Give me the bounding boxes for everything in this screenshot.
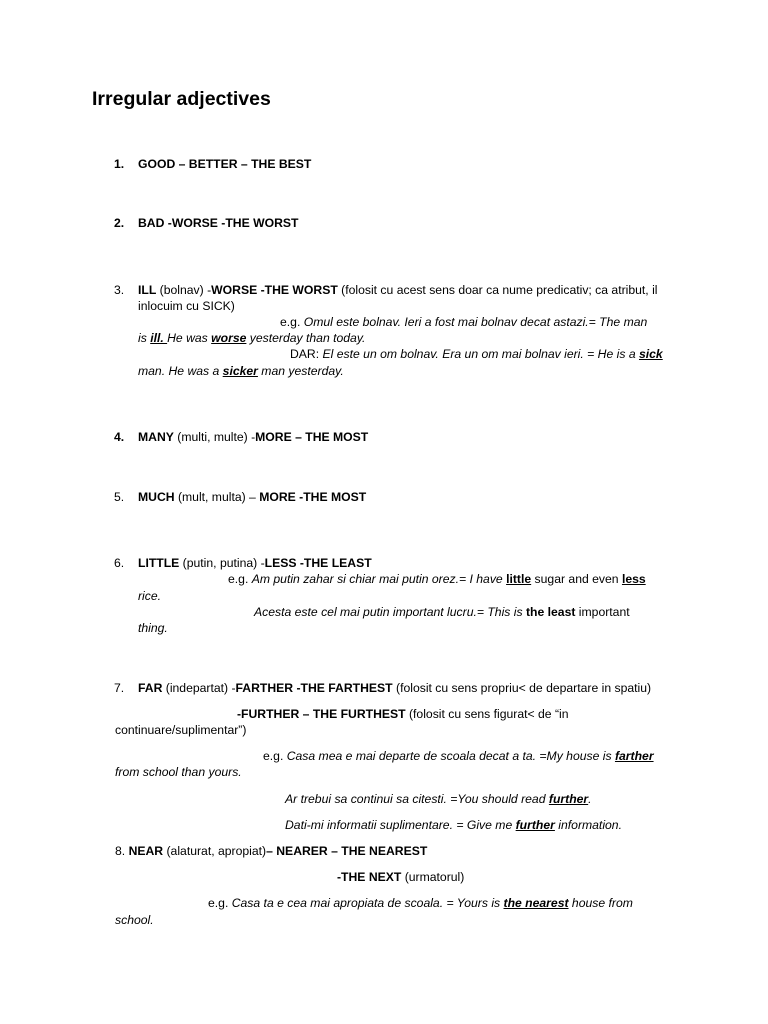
example-text: Am putin zahar si chiar mai putin orez.= I have	[251, 572, 507, 586]
example-highlight: the least	[525, 605, 576, 619]
example-line	[115, 912, 154, 928]
example-text: school.	[115, 913, 154, 927]
example-highlight: sick	[638, 347, 663, 361]
example-label: e.g.	[228, 572, 252, 586]
item-note-line	[115, 722, 246, 738]
item-forms: -THE NEXT	[337, 870, 402, 884]
item-number: 5.	[114, 490, 125, 504]
example-text: is	[138, 331, 151, 345]
example-line	[285, 817, 622, 833]
item-forms: WORSE -THE WORST	[211, 283, 338, 297]
item-forms: – NEARER – THE NEAREST	[266, 844, 428, 858]
example-line	[115, 764, 242, 780]
item-forms: GOOD – BETTER – THE BEST	[138, 157, 312, 171]
example-highlight: the nearest	[503, 896, 569, 910]
example-text: Dati-mi informatii suplimentare. = Give me	[285, 818, 516, 832]
item-translation: (mult, multa) –	[174, 490, 260, 504]
example-text: information.	[554, 818, 622, 832]
list-item-good	[114, 156, 678, 172]
example-highlight: sicker	[222, 364, 258, 378]
example-label: e.g.	[208, 896, 232, 910]
item-translation: (putin, putina) -	[179, 556, 265, 570]
item-number: 7.	[114, 681, 125, 695]
item-note: (folosit cu sens propriu< de departare in spatiu)	[392, 681, 652, 695]
example-text: Ar trebui sa continui sa citesti. =You should read	[285, 792, 549, 806]
example-text: man yesterday.	[257, 364, 344, 378]
item-forms: MORE -THE MOST	[259, 490, 367, 504]
example-text: Acesta este cel mai putin important lucru.= This is	[254, 605, 526, 619]
item-forms: LESS -THE LEAST	[264, 556, 372, 570]
example-text: Casa ta e cea mai apropiata de scoala. = Yours is	[231, 896, 504, 910]
item-word: LITTLE	[138, 556, 180, 570]
list-item-far	[114, 680, 698, 696]
item-number: 4.	[114, 430, 125, 444]
example-line	[138, 330, 365, 346]
item-definition	[138, 282, 678, 314]
example-text: sugar and even	[531, 572, 622, 586]
list-item-near	[115, 843, 427, 859]
example-line	[138, 620, 168, 636]
item-word: NEAR	[128, 844, 164, 858]
example-text: man. He was a	[138, 364, 223, 378]
example-text: from school than yours.	[115, 765, 242, 779]
item-word: MUCH	[138, 490, 175, 504]
example-label: e.g.	[280, 315, 304, 329]
item-translation: (alaturat, apropiat)	[163, 844, 267, 858]
item-forms: FARTHER -THE FARTHEST	[235, 681, 393, 695]
item-translation: (bolnav) -	[156, 283, 212, 297]
item-forms: -FURTHER – THE FURTHEST	[237, 707, 406, 721]
item-note: (folosit cu sens figurat< de “in	[405, 707, 569, 721]
item-forms-line	[237, 706, 569, 722]
example-highlight: worse	[211, 331, 247, 345]
list-item-little	[114, 555, 678, 571]
example-line	[138, 363, 344, 379]
item-translation: (multi, multe) -	[173, 430, 256, 444]
item-forms: MORE – THE MOST	[255, 430, 369, 444]
item-note: (folosit cu acest sens doar ca nume predicativ; ca atribut, il inlocuim cu SICK)	[138, 283, 658, 313]
example-text: He was	[167, 331, 212, 345]
example-highlight: less	[621, 572, 646, 586]
example-highlight: farther	[614, 749, 654, 763]
item-word: ILL	[138, 283, 157, 297]
list-item-much	[114, 489, 678, 505]
example-line	[254, 604, 630, 620]
example-label: e.g.	[263, 749, 287, 763]
example-label: DAR:	[290, 347, 323, 361]
example-highlight: little	[506, 572, 532, 586]
example-line	[280, 314, 647, 330]
item-note: (urmatorul)	[401, 870, 465, 884]
item-number: 2.	[114, 216, 125, 230]
list-item-ill	[114, 282, 678, 314]
example-text: Casa mea e mai departe de scoala decat a ta. =My house is	[286, 749, 615, 763]
example-line	[228, 571, 646, 587]
example-text: house from	[568, 896, 633, 910]
example-text: important	[575, 605, 630, 619]
item-number: 1.	[114, 157, 125, 171]
example-highlight: further	[548, 792, 589, 806]
example-highlight: ill.	[150, 331, 168, 345]
item-number: 6.	[114, 556, 125, 570]
item-translation: (indepartat) -	[162, 681, 236, 695]
example-line	[285, 791, 592, 807]
example-text: rice.	[138, 589, 162, 603]
page-title: Irregular adjectives	[92, 88, 271, 110]
example-line	[138, 588, 161, 604]
example-text: thing.	[138, 621, 168, 635]
example-line	[263, 748, 654, 764]
example-text: .	[588, 792, 592, 806]
item-word: MANY	[138, 430, 174, 444]
example-highlight: further	[515, 818, 555, 832]
item-forms-line	[337, 869, 464, 885]
example-text: El este un om bolnav. Era un om mai bolnav ieri. = He is a	[322, 347, 639, 361]
list-item-many	[114, 429, 678, 445]
example-line	[290, 346, 663, 362]
item-forms: BAD -WORSE -THE WORST	[138, 216, 299, 230]
item-word: FAR	[138, 681, 163, 695]
item-number: 3.	[114, 283, 125, 297]
example-text: yesterday than today.	[246, 331, 366, 345]
example-line	[208, 895, 633, 911]
item-number: 8.	[115, 844, 129, 858]
item-note: continuare/suplimentar”)	[115, 723, 247, 737]
example-text: Omul este bolnav. Ieri a fost mai bolnav decat astazi.= The man	[303, 315, 648, 329]
list-item-bad	[114, 215, 678, 231]
